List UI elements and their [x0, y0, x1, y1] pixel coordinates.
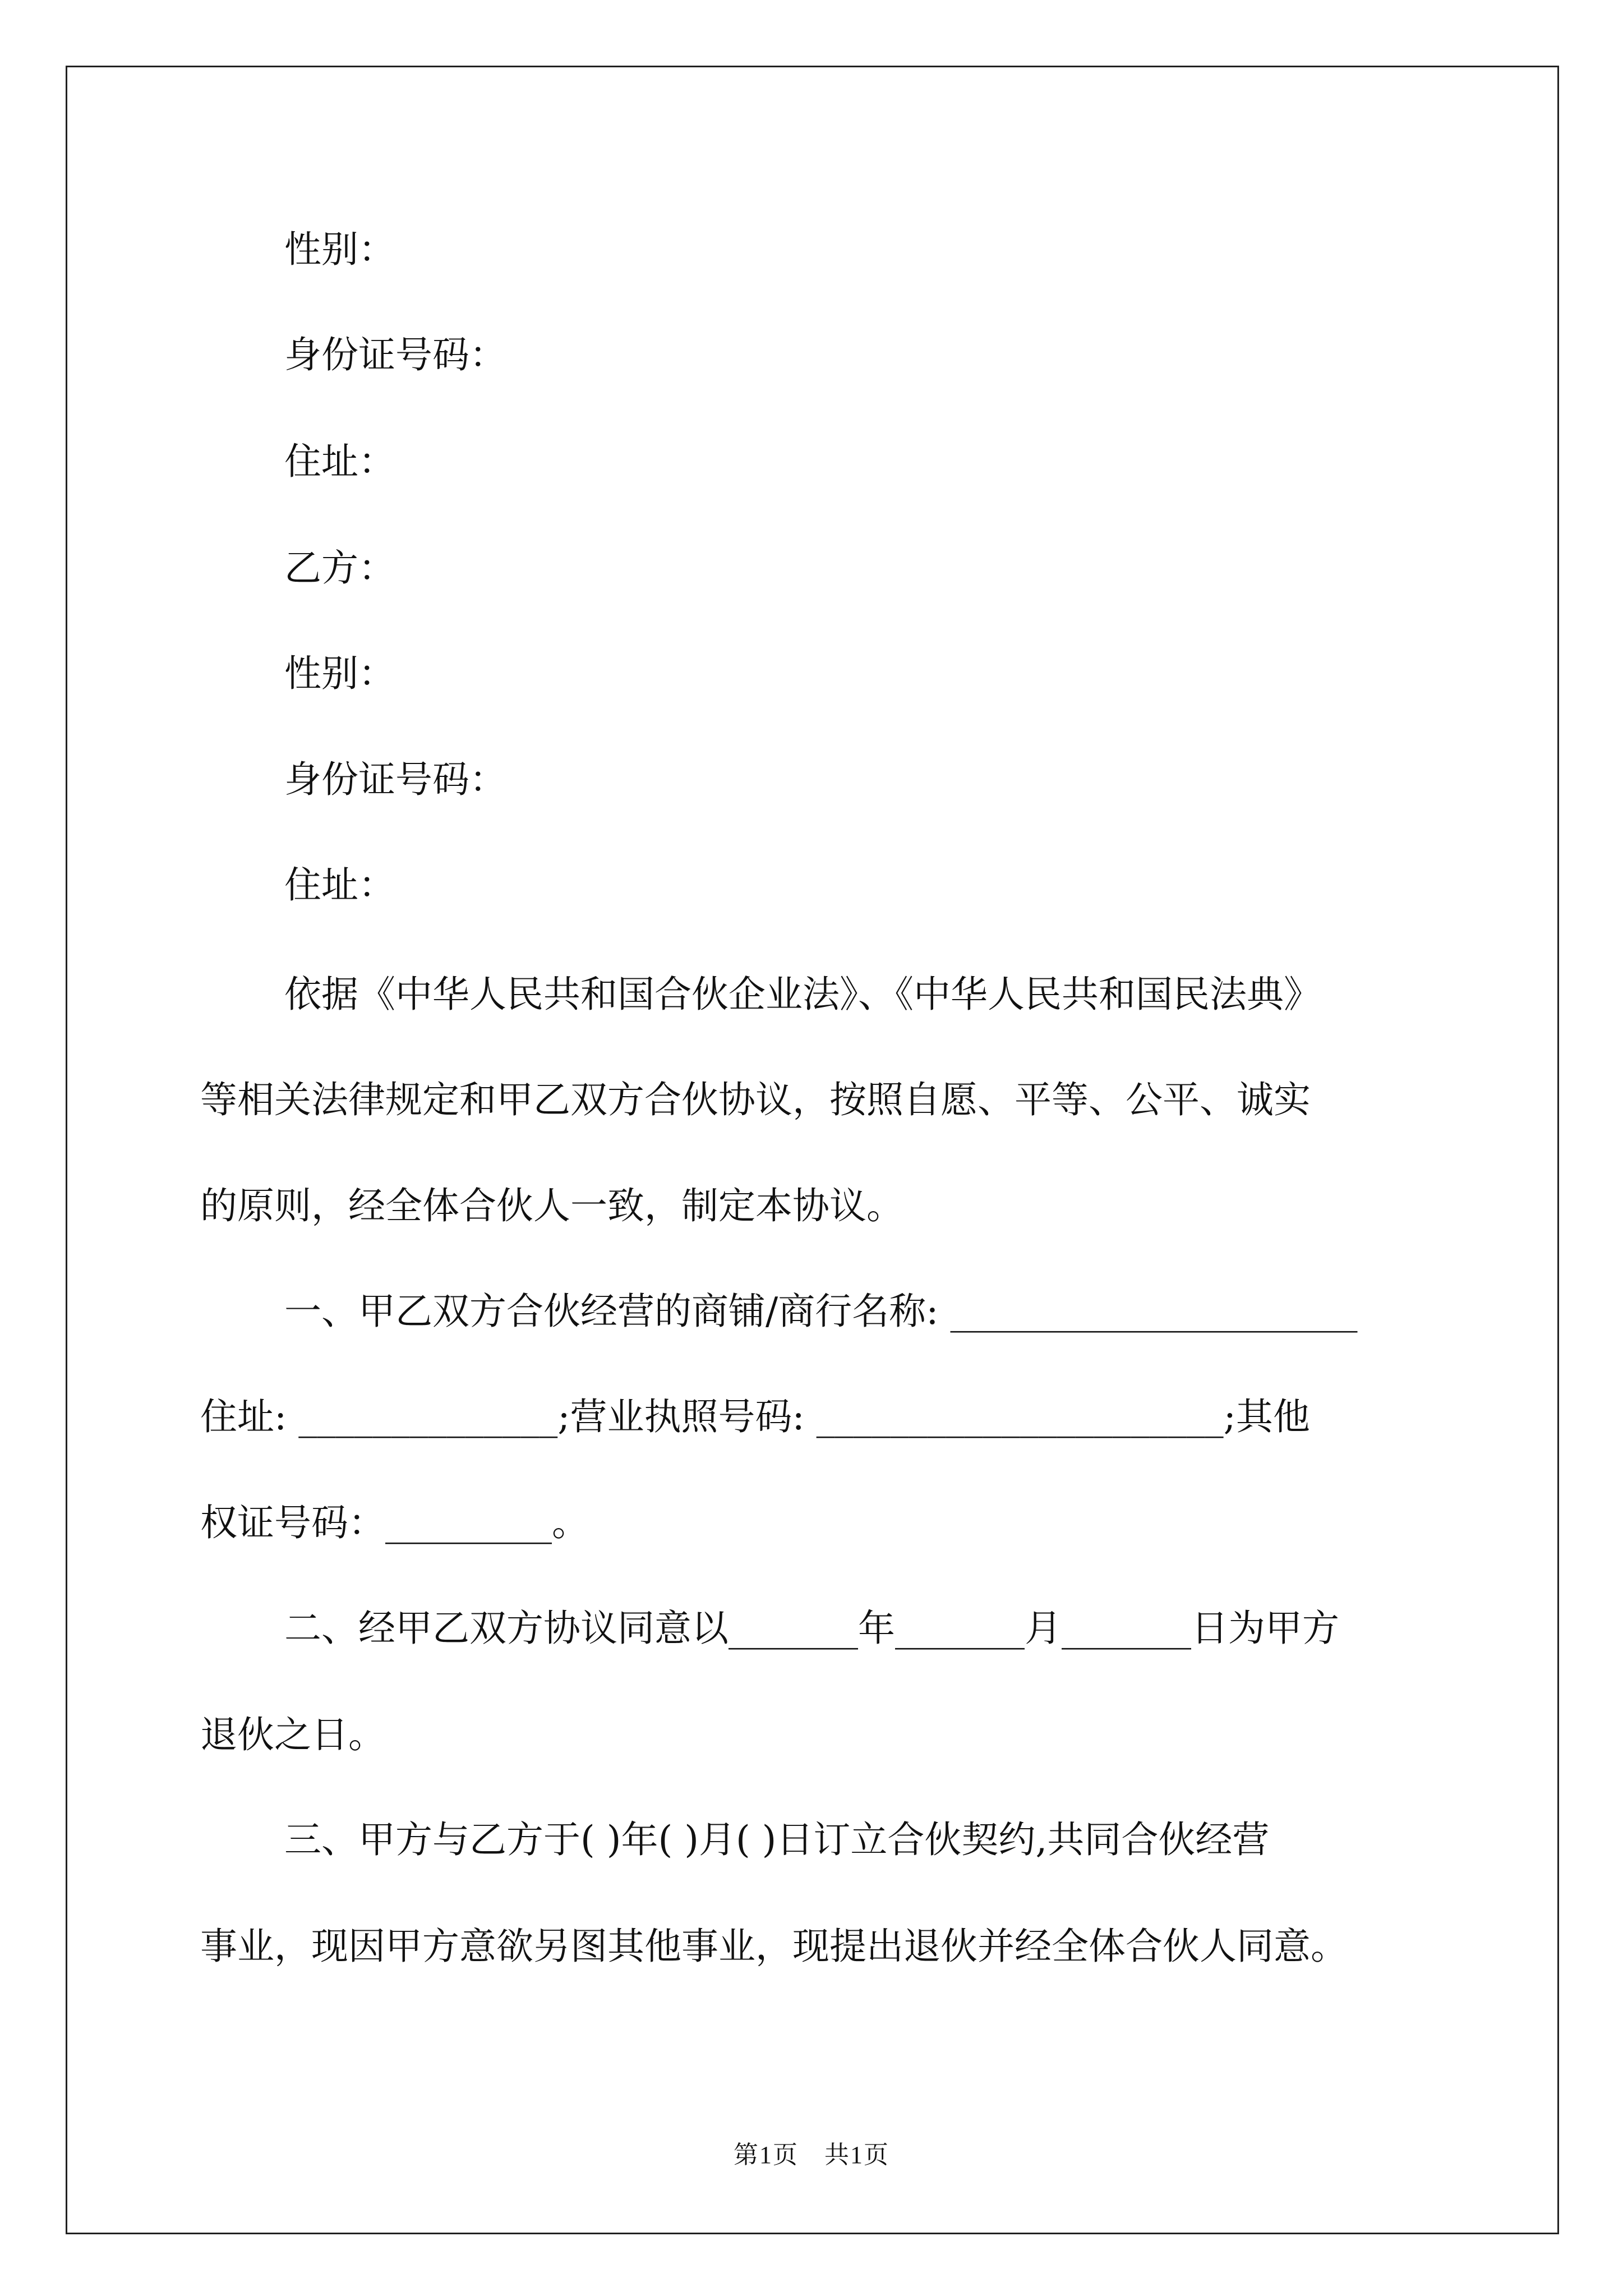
- clause-1-line-3: 权证号码：_________。: [200, 1501, 589, 1544]
- field-gender-party-a: 性别：: [284, 228, 395, 271]
- field-party-b: 乙方：: [284, 546, 395, 590]
- clause-2-line-2: 退伙之日。: [200, 1713, 385, 1756]
- field-gender-party-b: 性别：: [284, 652, 395, 695]
- clause-3-line-2: 事业，现因甲方意欲另图其他事业，现提出退伙并经全体合伙人同意。: [200, 1925, 1348, 1968]
- page-footer: 第1页 共1页: [734, 2141, 889, 2169]
- field-address-party-b: 住址：: [284, 863, 395, 907]
- clause-2-line-1: 二、经甲乙双方协议同意以_______年_______月_______日为甲方: [284, 1607, 1339, 1650]
- preamble-line-1: 依据《中华人民共和国合伙企业法》、《中华人民共和国民法典》: [284, 973, 1321, 1016]
- field-id-number-party-a: 身份证号码：: [284, 333, 506, 376]
- clause-3-line-1: 三、甲方与乙方于( )年( )月( )日订立合伙契约,共同合伙经营: [284, 1818, 1270, 1861]
- page-border: [66, 66, 1559, 2234]
- field-address-party-a: 住址：: [284, 440, 395, 483]
- clause-1-line-1: 一、甲乙双方合伙经营的商铺/商行名称: ______________________: [284, 1290, 1358, 1333]
- field-id-number-party-b: 身份证号码：: [284, 758, 506, 801]
- preamble-line-2: 等相关法律规定和甲乙双方合伙协议，按照自愿、平等、公平、诚实: [200, 1078, 1311, 1121]
- preamble-line-3: 的原则，经全体合伙人一致，制定本协议。: [200, 1184, 903, 1227]
- clause-1-line-2: 住址: ______________;营业执照号码: ______________________;其他: [200, 1395, 1310, 1438]
